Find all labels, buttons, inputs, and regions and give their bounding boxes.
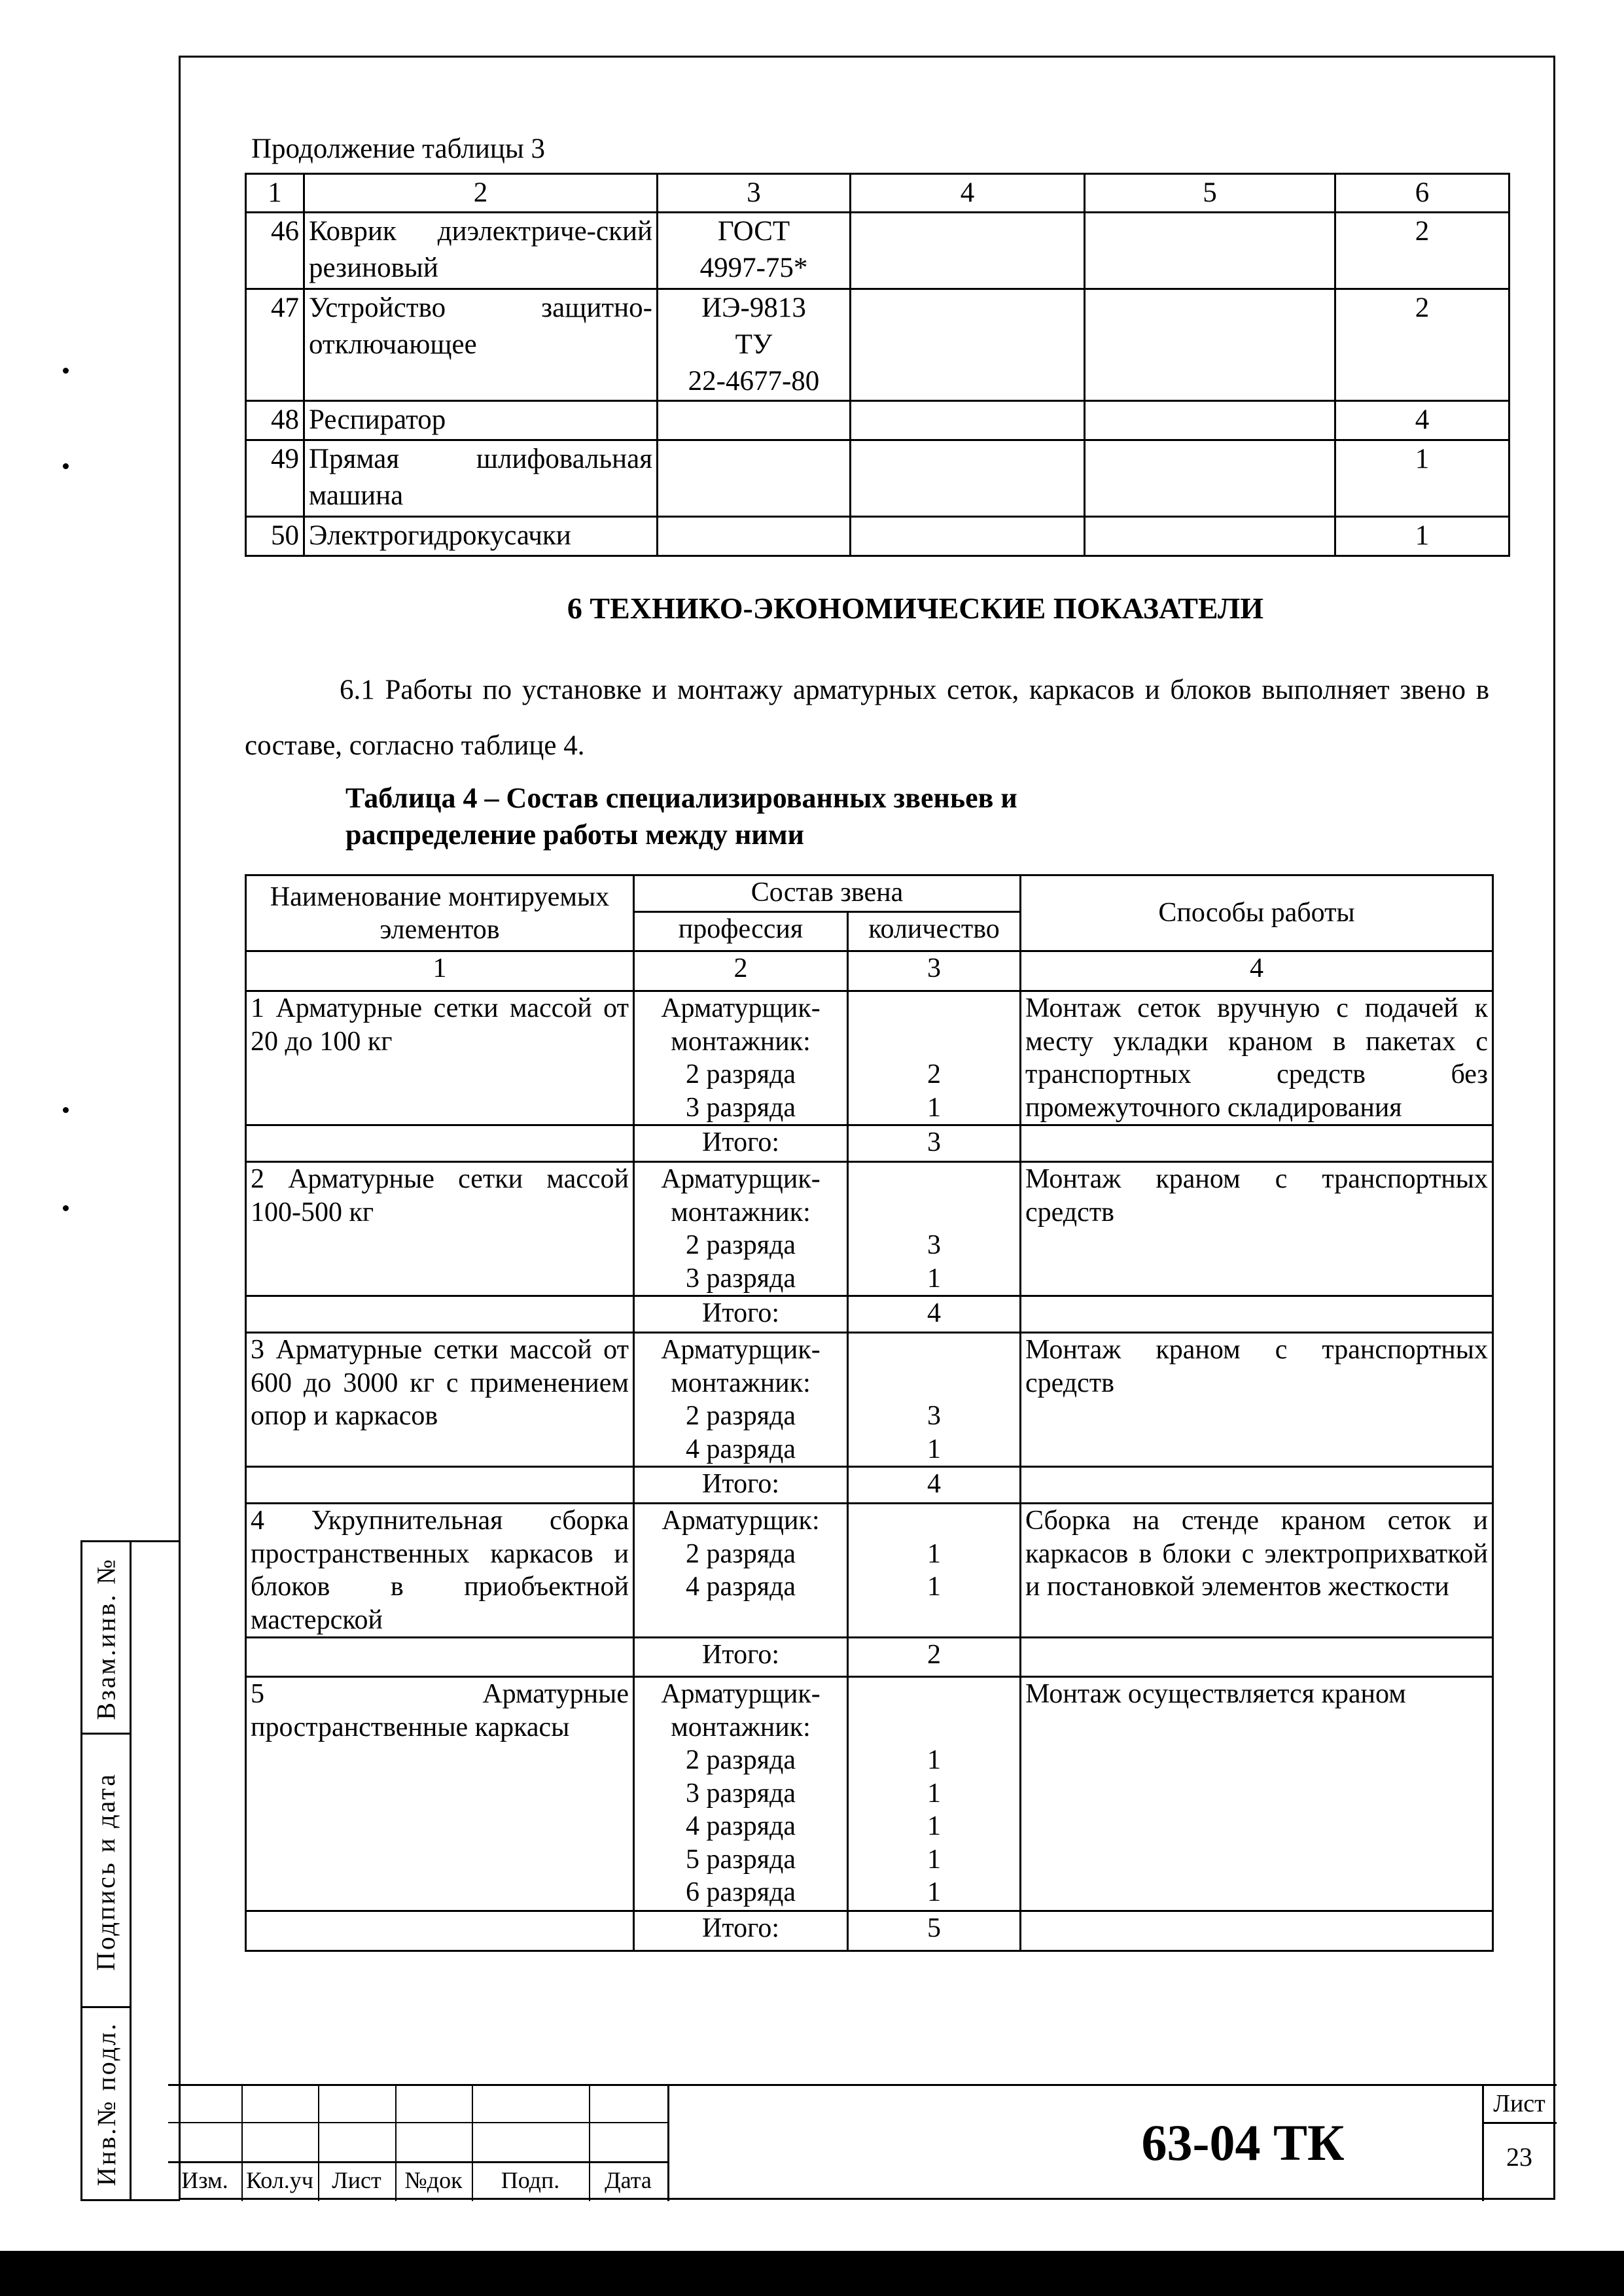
count-line [853,1367,1015,1400]
header-elements: Наименование монтируемых элементов [246,875,634,951]
column-5-cell [1085,213,1335,289]
column-4-cell [851,440,1085,517]
header-count: количество [848,912,1021,951]
column-4-cell [851,401,1085,440]
count-line [853,992,1015,1025]
column-5-cell [1085,289,1335,401]
item-standard [658,401,851,440]
profession-line: 5 разряда [685,1844,796,1875]
table3-row [246,289,1509,401]
total-empty-cell [1021,1911,1493,1951]
count-line [853,1025,1015,1059]
total-empty-cell [246,1296,634,1333]
table4-caption-line: Таблица 4 – Состав специализированных звеньев и [345,782,1017,814]
document-code: 63-04 ТК [1141,2113,1345,2171]
total-value: 4 [848,1467,1021,1504]
total-value: 3 [848,1125,1021,1162]
total-empty-cell [246,1911,634,1951]
profession-list [634,991,848,1125]
table3-header-row [246,174,1509,213]
count-list [848,1333,1021,1467]
element-name: 5 Арматурные пространственные каркасы [246,1677,634,1911]
standard-line: 4997-75* [699,253,808,283]
count-list [848,1504,1021,1638]
table3-row [246,213,1509,289]
crew-row [246,1677,1493,1911]
profession-line: 2 разряда [685,1401,796,1431]
column-number: 4 [851,174,1085,213]
item-name: Респиратор [304,401,658,440]
table3-row [246,401,1509,440]
stamp-column-label: №док [404,2167,463,2193]
count-line: 3 [927,1401,941,1431]
profession-line: монтажник: [671,1368,811,1398]
total-row [246,1911,1493,1951]
crew-row [246,1333,1493,1467]
profession-line: 2 разряда [685,1745,796,1775]
count-line [853,1163,1015,1196]
column-number: 2 [304,174,658,213]
profession-line: монтажник: [671,1026,811,1057]
scan-mark [63,1107,69,1113]
total-empty-cell [1021,1467,1493,1504]
crew-row [246,1162,1493,1296]
scan-mark [63,368,69,374]
item-standard [658,213,851,289]
total-row [246,1296,1493,1333]
count-line [853,1711,1015,1744]
header-crew: Состав звена [634,875,1021,912]
count-line [853,1504,1015,1538]
item-standard [658,517,851,556]
side-stamp-strip [80,1540,180,2201]
column-number: 4 [1021,951,1493,991]
count-line [853,1333,1015,1367]
sheet-label: Лист [1493,2090,1545,2117]
column-number: 2 [634,951,848,991]
column-number: 3 [848,951,1021,991]
work-method: Монтаж сеток вручную с подачей к месту укладки краном в пакетах с транспортных средств без промежуточного складирования [1021,991,1493,1125]
standard-line: 22-4677-80 [688,366,820,397]
profession-line: 4 разряда [685,1811,796,1841]
count-line: 1 [927,1263,941,1294]
profession-line: 3 разряда [685,1092,796,1123]
work-method: Монтаж краном с транспортных средств [1021,1333,1493,1467]
element-name: 4 Укрупнительная сборка пространственных каркасов и блоков в приобъектной мастерской [246,1504,634,1638]
profession-line: Арматурщик- [661,993,821,1023]
profession-line: 2 разряда [685,1059,796,1089]
stamp-column-label: Подп. [501,2167,560,2193]
scan-mark [63,1205,69,1211]
work-method: Сборка на стенде краном сеток и каркасов в блоки с электроприхваткой и постановкой элементов жесткости [1021,1504,1493,1638]
stamp-column-label: Кол.уч [246,2167,313,2193]
profession-line: 3 разряда [685,1263,796,1294]
count-line: 1 [927,1434,941,1464]
title-block [168,2084,1557,2201]
column-5-cell [1085,517,1335,556]
element-name: 1 Арматурные сетки массой от 20 до 100 кг [246,991,634,1125]
item-name: Устройство защитно-отключающее [304,289,658,401]
item-quantity: 1 [1335,517,1509,556]
crew-row [246,1504,1493,1638]
profession-list [634,1504,848,1638]
count-list [848,1677,1021,1911]
item-name: Прямая шлифовальная машина [304,440,658,517]
profession-line: Арматурщик: [662,1506,820,1536]
total-row [246,1467,1493,1504]
column-4-cell [851,517,1085,556]
count-list [848,1162,1021,1296]
section-heading: 6 ТЕХНИКО-ЭКОНОМИЧЕСКИЕ ПОКАЗАТЕЛИ [567,592,1264,625]
profession-line: 6 разряда [685,1877,796,1907]
total-value: 2 [848,1638,1021,1677]
total-value: 5 [848,1911,1021,1951]
row-number: 48 [246,401,304,440]
stamp-column-label: Изм. [181,2167,228,2193]
item-name: Коврик диэлектриче-ский резиновый [304,213,658,289]
table4 [245,874,1494,1952]
profession-line: Арматурщик- [661,1679,821,1709]
column-number: 1 [246,951,634,991]
total-empty-cell [1021,1638,1493,1677]
standard-line: ТУ [735,329,773,360]
count-line: 1 [927,1778,941,1809]
total-row [246,1125,1493,1162]
table3-row [246,440,1509,517]
profession-line: Арматурщик- [661,1164,821,1194]
count-line: 1 [927,1745,941,1775]
item-standard [658,440,851,517]
header-methods: Способы работы [1021,875,1493,951]
total-empty-cell [1021,1125,1493,1162]
total-label: Итого: [634,1467,848,1504]
stamp-column-label: Дата [605,2167,652,2193]
profession-line: 2 разряда [685,1230,796,1260]
row-number: 47 [246,289,304,401]
inv-original-label: Инв.№ подл. [91,2021,121,2186]
item-quantity: 2 [1335,213,1509,289]
scan-mark [63,463,69,469]
table4-number-row [246,951,1493,991]
item-quantity: 4 [1335,401,1509,440]
column-4-cell [851,213,1085,289]
total-label: Итого: [634,1911,848,1951]
crew-row [246,991,1493,1125]
row-number: 49 [246,440,304,517]
column-4-cell [851,289,1085,401]
profession-line: Арматурщик- [661,1335,821,1365]
section-paragraph: 6.1 Работы по установке и монтажу арматурных сеток, каркасов и блоков выполняет звено в составе, согласно таблице 4. [245,675,1489,761]
total-row [246,1638,1493,1677]
count-line: 1 [927,1572,941,1602]
total-empty-cell [1021,1296,1493,1333]
work-method: Монтаж осуществляется краном [1021,1677,1493,1911]
column-5-cell [1085,401,1335,440]
profession-line: 4 разряда [685,1434,796,1464]
profession-line: 2 разряда [685,1538,796,1569]
work-method: Монтаж краном с транспортных средств [1021,1162,1493,1296]
element-name: 3 Арматурные сетки массой от 600 до 3000 кг с применением опор и каркасов [246,1333,634,1467]
element-name: 2 Арматурные сетки массой 100-500 кг [246,1162,634,1296]
count-line: 3 [927,1230,941,1260]
column-number: 5 [1085,174,1335,213]
profession-list [634,1333,848,1467]
row-number: 50 [246,517,304,556]
total-empty-cell [246,1638,634,1677]
item-standard [658,289,851,401]
column-number: 6 [1335,174,1509,213]
count-line: 1 [927,1538,941,1569]
total-empty-cell [246,1125,634,1162]
total-value: 4 [848,1296,1021,1333]
table4-caption-line: распределение работы между ними [345,819,804,851]
sheet-number: 23 [1506,2142,1532,2172]
profession-list [634,1162,848,1296]
signature-date-label: Подпись и дата [91,1772,121,1971]
row-number: 46 [246,213,304,289]
profession-line: монтажник: [671,1197,811,1227]
profession-line: монтажник: [671,1712,811,1742]
total-empty-cell [246,1467,634,1504]
table3-row [246,517,1509,556]
count-line: 1 [927,1877,941,1907]
total-label: Итого: [634,1125,848,1162]
total-label: Итого: [634,1296,848,1333]
table4-caption [345,780,1017,853]
item-quantity: 2 [1335,289,1509,401]
scan-edge-bar [0,2251,1624,2296]
column-5-cell [1085,440,1335,517]
profession-list [634,1677,848,1911]
count-line [853,1678,1015,1711]
total-label: Итого: [634,1638,848,1677]
count-line: 1 [927,1092,941,1123]
count-line: 2 [927,1059,941,1089]
count-line: 1 [927,1811,941,1841]
count-line [853,1196,1015,1229]
item-quantity: 1 [1335,440,1509,517]
count-line: 1 [927,1844,941,1875]
standard-line: ГОСТ [717,216,790,247]
table3-caption: Продолжение таблицы 3 [251,133,546,164]
profession-line: 3 разряда [685,1778,796,1809]
count-list [848,991,1021,1125]
standard-line: ИЭ-9813 [701,292,806,323]
profession-line: 4 разряда [685,1572,796,1602]
stamp-column-label: Лист [332,2167,381,2193]
header-profession: профессия [634,912,848,951]
table3 [245,173,1510,557]
vzam-inv-label: Взам.инв. № [91,1557,121,1720]
column-number: 3 [658,174,851,213]
column-number: 1 [246,174,304,213]
item-name: Электрогидрокусачки [304,517,658,556]
